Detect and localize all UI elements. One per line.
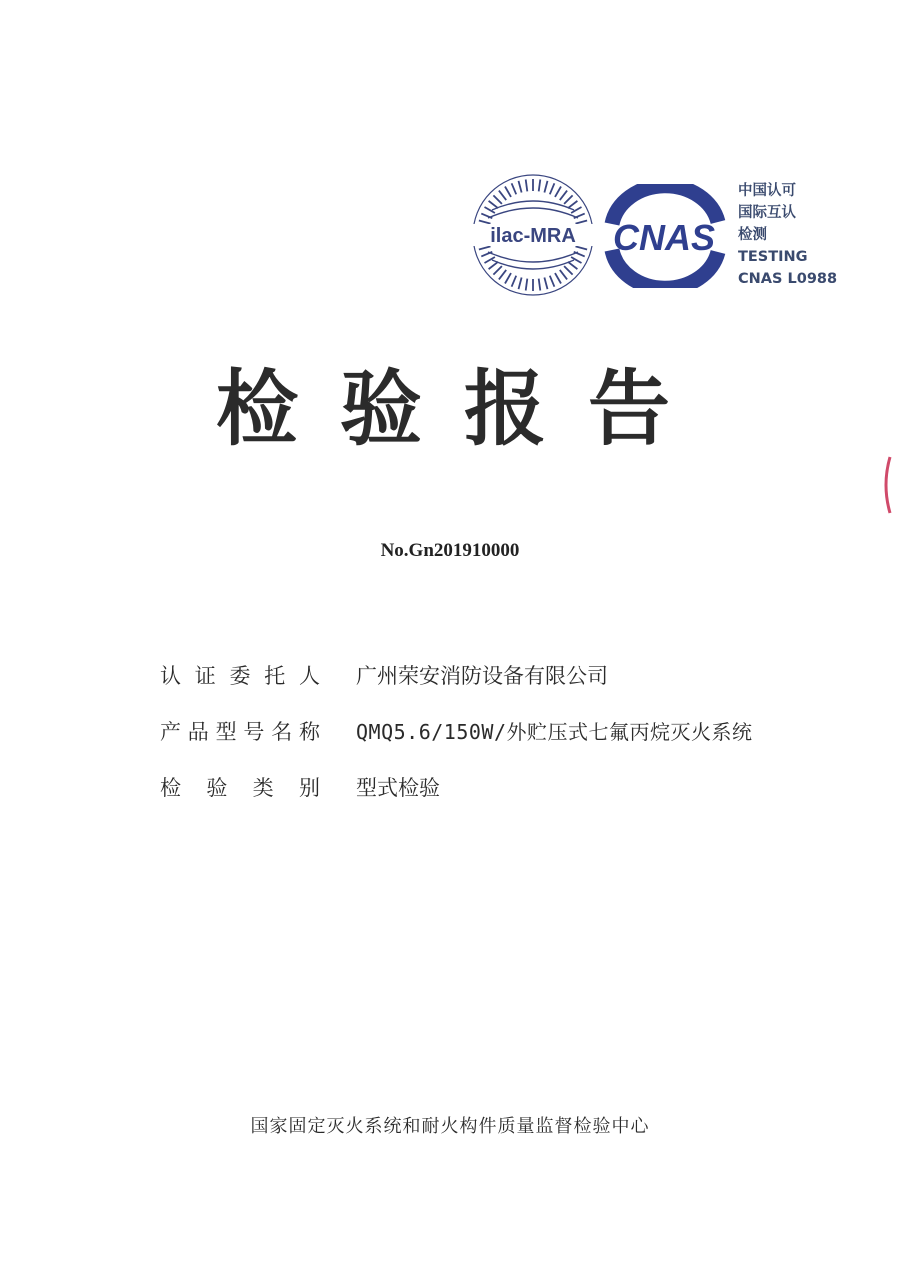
ilac-ray <box>493 195 502 204</box>
ilac-ray <box>519 278 522 290</box>
seal-edge-mark <box>882 455 892 515</box>
label-char: 认 <box>160 664 181 688</box>
ilac-mra-logo <box>470 170 596 300</box>
ilac-ray <box>499 191 506 201</box>
field-label-client <box>160 660 320 690</box>
cnas-line: 国际互认 <box>738 205 796 221</box>
ilac-ray <box>489 262 499 269</box>
label-char: 产 <box>160 720 181 744</box>
field-value-product: QMQ5.6/150W/外贮压式七氟丙烷灭火系统 <box>356 720 753 744</box>
cnas-line: 检测 <box>738 227 767 243</box>
label-char: 检 <box>160 776 181 800</box>
label-char: 号 <box>243 720 265 744</box>
ilac-ray <box>544 278 547 290</box>
label-char: 证 <box>194 664 216 688</box>
ilac-ray <box>564 266 573 275</box>
ilac-ray <box>560 270 567 280</box>
cnas-accreditation-text <box>738 180 850 290</box>
cnas-line: TESTING <box>738 249 808 265</box>
cnas-line: CNAS L0988 <box>738 271 838 287</box>
ilac-ray <box>576 221 588 224</box>
ilac-ray <box>560 191 567 201</box>
ilac-ray <box>526 279 528 291</box>
ilac-ray <box>479 246 491 249</box>
label-char: 名 <box>271 720 293 744</box>
ilac-ray <box>550 276 555 287</box>
field-row-client <box>160 660 860 716</box>
ilac-ray <box>499 270 506 280</box>
field-value-client: 广州荣安消防设备有限公司 <box>356 664 608 688</box>
ilac-ray <box>555 187 561 197</box>
ilac-ray <box>519 181 522 193</box>
ilac-ray <box>539 279 541 291</box>
ilac-ray <box>526 180 528 192</box>
cnas-logo <box>598 184 730 288</box>
field-row-product <box>160 716 860 772</box>
ilac-ray <box>555 273 561 283</box>
label-char: 型 <box>215 720 237 744</box>
label-char: 类 <box>252 776 274 800</box>
ilac-ray <box>479 221 491 224</box>
ilac-ray <box>493 266 502 275</box>
label-char: 品 <box>187 720 209 744</box>
ilac-ray <box>576 246 588 249</box>
label-char: 称 <box>298 720 320 744</box>
cnas-text: CNAS <box>612 217 716 258</box>
label-char: 别 <box>298 776 320 800</box>
cnas-line: 中国认可 <box>738 183 796 199</box>
ilac-ray <box>512 183 517 194</box>
ilac-ray <box>512 276 517 287</box>
ilac-ray <box>544 181 547 193</box>
field-row-category <box>160 772 860 828</box>
report-title: 检验报告 <box>215 362 712 457</box>
field-value-category: 型式检验 <box>356 776 440 800</box>
ilac-ray <box>539 180 541 192</box>
ilac-ray <box>505 273 511 283</box>
report-fields <box>160 660 860 828</box>
label-char: 委 <box>229 664 251 688</box>
ilac-ray <box>505 187 511 197</box>
ilac-ray <box>550 183 555 194</box>
label-char: 人 <box>299 664 320 688</box>
field-label-category <box>160 772 320 802</box>
ilac-ray <box>568 262 578 269</box>
field-label-product <box>160 716 320 746</box>
accreditation-logos <box>470 170 850 300</box>
ilac-ray <box>564 195 573 204</box>
ilac-ray <box>568 201 578 208</box>
report-number: No.Gn201910000 <box>380 540 520 561</box>
issuing-organization: 国家固定灭火系统和耐火构件质量监督检验中心 <box>250 1116 650 1137</box>
ilac-ray <box>489 201 499 208</box>
label-char: 托 <box>264 664 286 688</box>
label-char: 验 <box>206 776 228 800</box>
ilac-text: ilac-MRA <box>490 225 576 247</box>
